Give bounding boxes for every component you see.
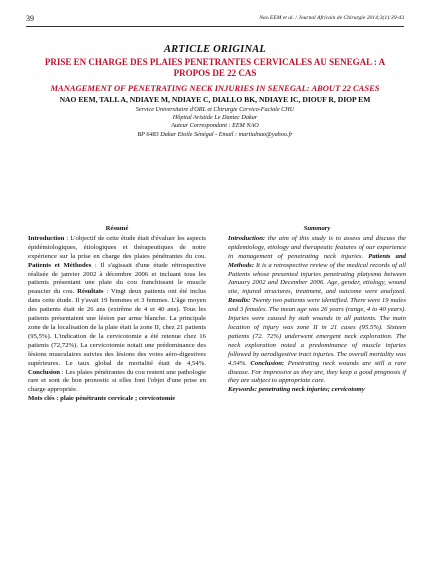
summary-methods-text: It is a retrospective review of the medical records of all Patients whose presented injuries penetrating platysma between January 2002 and December 2006. Age, gender, etiology, wound site, injured structures, treatment, and outcome were analyzed. [228, 261, 406, 296]
summary-intro-text: the aim of this study is to assess and discuss the epidemiology, etiology and therapeutic features of our experience in management of penetrating neck injuries. [228, 234, 406, 260]
resume-heading: Résumé [105, 225, 129, 232]
summary-keywords [228, 386, 406, 395]
resume-conclusion-label: Conclusion [28, 368, 60, 376]
resume-body [28, 235, 206, 404]
journal-reference: Nao EEM et al. / Journal Africain de Chirurgie 2014;3(1):39-43 [259, 15, 404, 21]
summary-results-label: Results: [228, 297, 251, 305]
resume-methods-text: : Il s'agissait d'une étude rétrospective réalisée de janvier 2002 à décembre 2006 et incluant tous les patients présentant une plaie du cou franchissant le muscle peaucier du cou. [28, 261, 206, 296]
resume-intro-text: : L'objectif de cette étude était d'évaluer les aspects épidémiologiques, étiologiques et thérapeutiques de notre expérience sur la prise en charge des plaies pénétrantes du cou. [28, 234, 206, 260]
summary-results-text: Twenty two patients were identified. There were 19 males and 3 females. The mean age was 26 years (range, 4 to 40 years). Injuries were caused by stab wounds in all patients. The main location of injury was zone II in 21 cases (95.5%). Sixteen patients (72. 72%) underwent emergent neck exploration. The neck exploration noted a predominance of muscle injuries followed by aerodigestive tract injuries. The overall mortality was 4.54%. [228, 297, 406, 367]
summary-heading: Summary [303, 225, 331, 232]
resume-conclusion-text: : Les plaies pénétrantes du cou restent une pathologie rare et sont de bon pronostic si elles font l'objet d'une prise en charge appropriée. [28, 368, 206, 394]
page-number: 39 [26, 14, 34, 23]
summary-body [228, 235, 406, 395]
article-type: ARTICLE ORIGINAL [163, 44, 267, 55]
affiliation-line: Service Universitaire d'ORL et Chirurgie Cervico-Faciale CHU [135, 105, 295, 113]
resume-keywords [28, 395, 206, 404]
page-header [26, 14, 404, 27]
affiliation-line: Auteur Correspondant : EEM NAO [171, 122, 259, 130]
summary-keywords-label: Keywords: [228, 386, 257, 394]
article-header [40, 44, 390, 139]
resume-column [28, 225, 206, 404]
resume-results-text: : Vingt deux patients ont été inclus dans cette étude. Il y'avait 19 hommes et 3 femmes. L'âge moyen des patients était de 26 ans (extrême de 4 et 40 ans). Tous les patients présentaient une lésion par arme blanche. La principale zone de la localisation de la plaie était la zone II, chez 21 patients (95,5%). L'indication de la cervicotomie a été retenue chez 16 patients (72,72%). La cervicotomie notait une prédominance des lésions musculaires suivies des lésions des voies aéro-digestives supérieures. Le taux global de mortalité était de 4,54%. [28, 288, 206, 367]
resume-methods-label: Patients et Méthodes [28, 261, 92, 269]
summary-conclusion-text: Penetrating neck wounds are still a rare disease. For impressive as they are, they keep a good prognosis if they are subject to appropriate care. [228, 359, 407, 385]
resume-keywords-text: : plaie pénétrante cervicale ; cervicotomie [54, 395, 176, 403]
affiliations [40, 106, 390, 140]
summary-conclusion-label: Conclusion: [250, 359, 285, 367]
title-french: PRISE EN CHARGE DES PLAIES PENETRANTES CERVICALES AU SENEGAL : A PROPOS DE 22 CAS [44, 57, 386, 78]
summary-methods-label: Patients and Methods: [228, 252, 407, 269]
summary-column [228, 225, 406, 395]
resume-keywords-label: Mots clés [28, 395, 55, 403]
summary-keywords-text: penetrating neck injuries; cervicotomy [256, 386, 365, 394]
resume-results-label: Résultats [77, 288, 104, 296]
summary-intro-label: Introduction: [228, 234, 266, 242]
resume-intro-label: Introduction [28, 234, 65, 242]
affiliation-line: BP 6483 Dakar Etoile Sénégal - Email : martialnao@yahoo.fr [137, 130, 293, 138]
authors: NAO EEM, TALL A, NDIAYE M, NDIAYE C, DIALLO BK, NDIAYE IC, DIOUF R, DIOP EM [59, 95, 371, 104]
title-english: MANAGEMENT OF PENETRATING NECK INJURIES IN SENEGAL: ABOUT 22 CASES [50, 83, 380, 93]
affiliation-line: Hôpital Aristide Le Dantec Dakar [172, 113, 258, 121]
